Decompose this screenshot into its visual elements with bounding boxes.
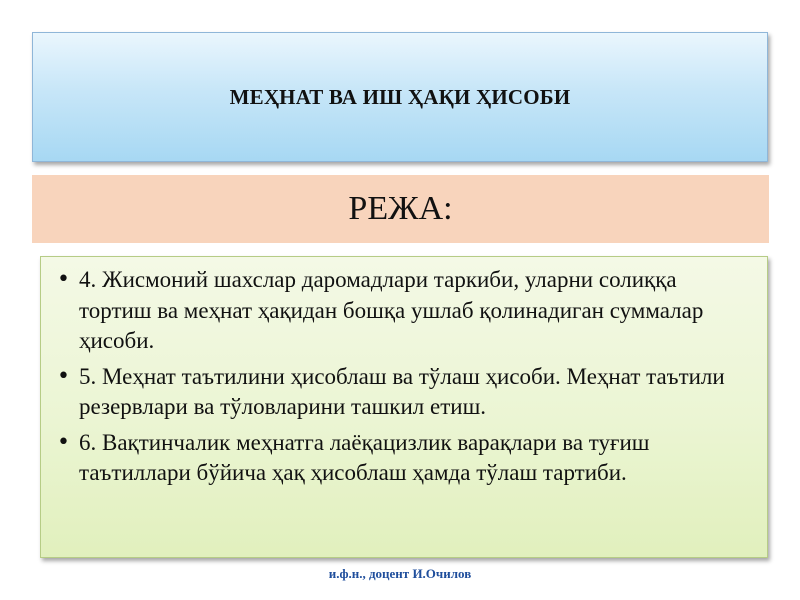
- plan-heading: РЕЖА:: [348, 190, 453, 227]
- list-item-text: 4. Жисмоний шахслар даромадлари таркиби, уларни солиққа тортиш ва меҳнат ҳақидан бошқа ушлаб қолинадиган суммалар ҳисоби.: [79, 267, 704, 353]
- title-box: [32, 32, 768, 162]
- list-item-text: 5. Меҳнат таътилини ҳисоблаш ва тўлаш ҳисоби. Меҳнат таътили резервлари ва тўловларини ташкил етиш.: [79, 363, 725, 419]
- bullet-dot-icon: •: [57, 363, 70, 389]
- plan-heading-box: [32, 175, 769, 243]
- list-item: [57, 428, 747, 489]
- footer-author: и.ф.н., доцент И.Очилов: [328, 566, 472, 581]
- bullet-list: [57, 265, 747, 489]
- list-item-text: 6. Вақтинчалик меҳнатга лаёқацизлик варақлари ва туғиш таътиллари бўйича ҳақ ҳисоблаш ҳамда тўлаш тартиби.: [79, 429, 650, 485]
- list-item: [57, 265, 747, 357]
- content-box: [40, 256, 768, 558]
- bullet-dot-icon: •: [57, 429, 70, 455]
- bullet-dot-icon: •: [57, 267, 70, 292]
- list-item: [57, 362, 747, 423]
- slide-title: МЕҲНАТ ВА ИШ ҲАҚИ ҲИСОБИ: [229, 84, 571, 109]
